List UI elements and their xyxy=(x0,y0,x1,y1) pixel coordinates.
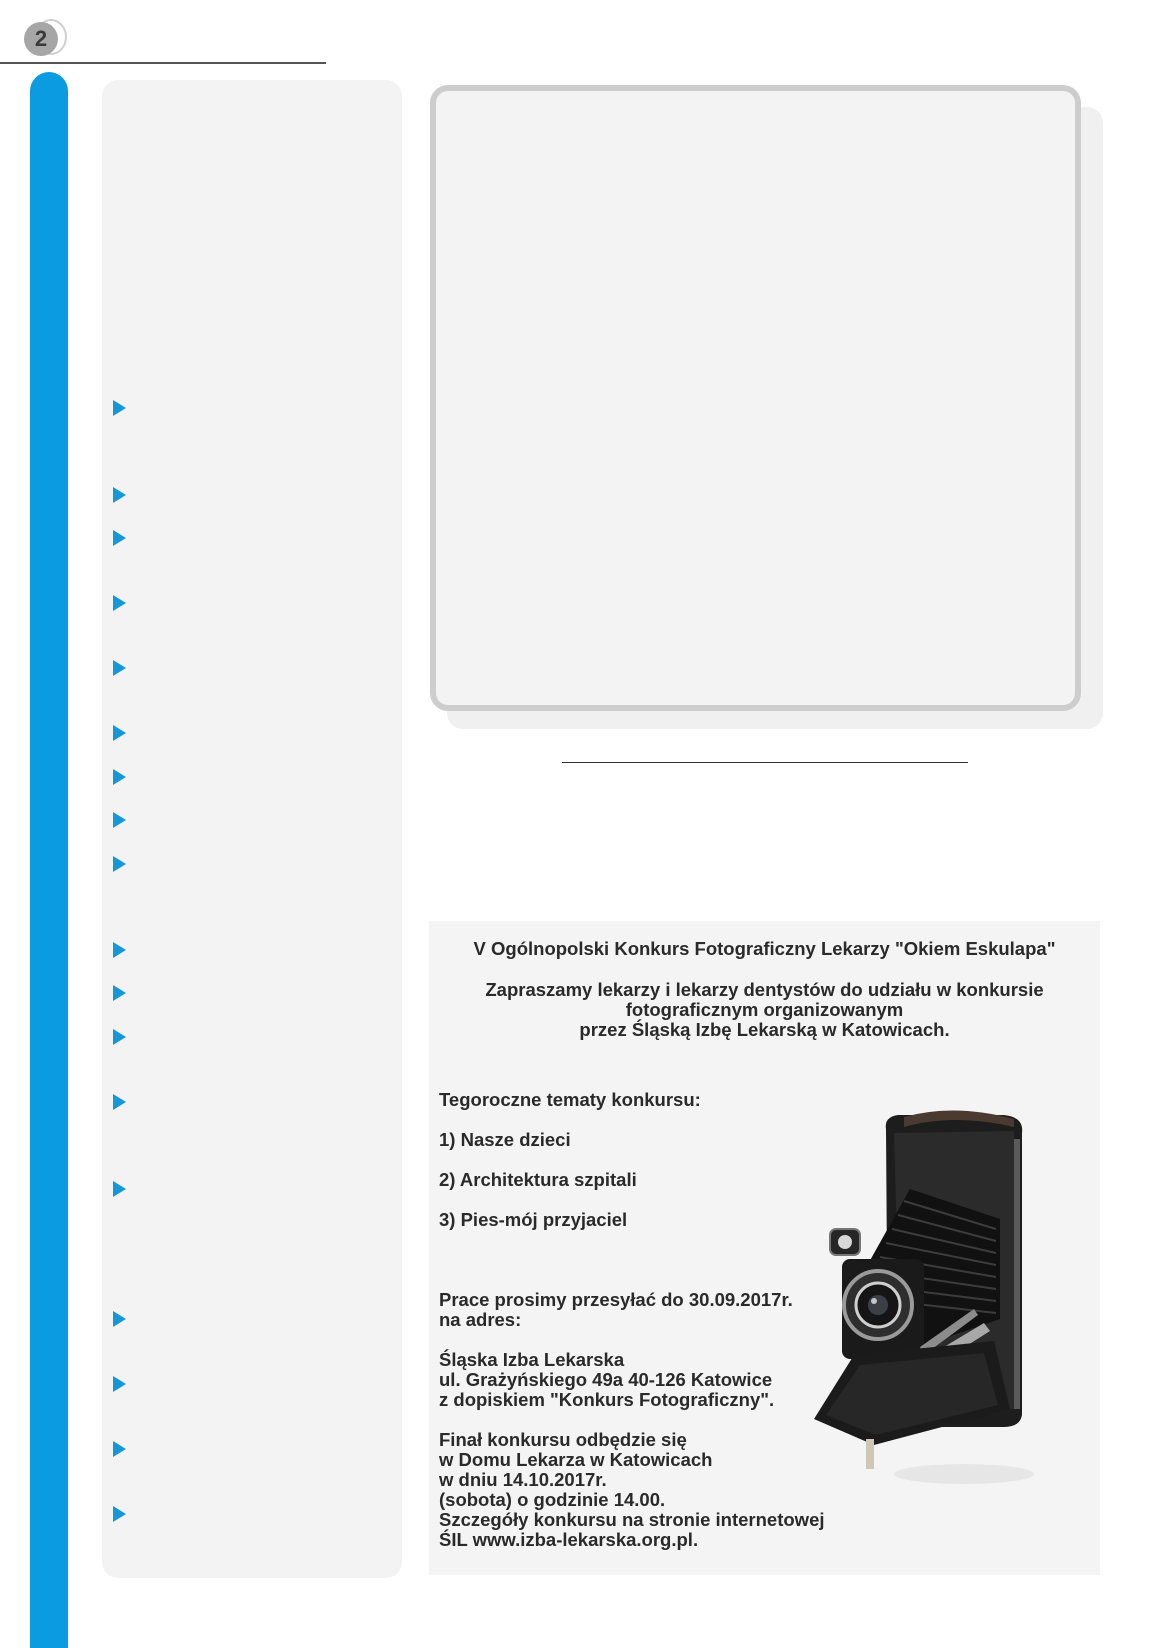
triangle-bullet-icon xyxy=(113,1441,126,1457)
page-number: 2 xyxy=(24,22,58,56)
caption-rule xyxy=(562,762,968,763)
triangle-bullet-icon xyxy=(113,1181,126,1197)
triangle-bullet-icon xyxy=(113,942,126,958)
invite-line: fotograficznym organizowanym xyxy=(625,999,904,1020)
topics-heading: Tegoroczne tematy konkursu: xyxy=(439,1089,701,1110)
triangle-bullet-icon xyxy=(113,769,126,785)
triangle-bullet-icon xyxy=(113,1311,126,1327)
sidebar-panel xyxy=(102,80,402,1578)
final-line: ŚIL www.izba-lekarska.org.pl. xyxy=(439,1529,699,1550)
final-line: (sobota) o godzinie 14.00. xyxy=(439,1489,666,1510)
triangle-bullet-icon xyxy=(113,530,126,546)
page-number-badge xyxy=(24,19,68,59)
final-line: w dniu 14.10.2017r. xyxy=(439,1469,607,1490)
triangle-bullet-icon xyxy=(113,812,126,828)
triangle-bullet-icon xyxy=(113,985,126,1001)
header-rule xyxy=(0,62,326,64)
submit-line: na adres: xyxy=(439,1309,522,1330)
folding-camera-image xyxy=(814,1109,1044,1489)
topic-item: 2) Architektura szpitali xyxy=(439,1169,637,1190)
final-line: Szczegóły konkursu na stronie internetowej xyxy=(439,1509,825,1530)
topic-item: 3) Pies-mój przyjaciel xyxy=(439,1209,628,1230)
topic-item: 1) Nasze dzieci xyxy=(439,1129,571,1150)
final-line: w Domu Lekarza w Katowicach xyxy=(439,1449,713,1470)
address-line: ul. Grażyńskiego 49a 40-126 Katowice xyxy=(439,1369,773,1390)
triangle-bullet-icon xyxy=(113,595,126,611)
triangle-bullet-icon xyxy=(113,487,126,503)
triangle-bullet-icon xyxy=(113,660,126,676)
address-line: z dopiskiem "Konkurs Fotograficzny". xyxy=(439,1389,775,1410)
photo-placeholder-frame xyxy=(430,85,1081,711)
left-accent-stripe xyxy=(30,72,68,1648)
triangle-bullet-icon xyxy=(113,1029,126,1045)
invite-line: przez Śląską Izbę Lekarską w Katowicach. xyxy=(579,1019,950,1040)
final-line: Finał konkursu odbędzie się xyxy=(439,1429,687,1450)
address-line: Śląska Izba Lekarska xyxy=(439,1349,625,1370)
submit-line: Prace prosimy przesyłać do 30.09.2017r. xyxy=(439,1289,793,1310)
triangle-bullet-icon xyxy=(113,856,126,872)
triangle-bullet-icon xyxy=(113,725,126,741)
triangle-bullet-icon xyxy=(113,1506,126,1522)
contest-title: V Ogólnopolski Konkurs Fotograficzny Lekarzy "Okiem Eskulapa" xyxy=(473,938,1056,959)
triangle-bullet-icon xyxy=(113,400,126,416)
invite-line: Zapraszamy lekarzy i lekarzy dentystów do udziału w konkursie xyxy=(485,979,1044,1000)
triangle-bullet-icon xyxy=(113,1094,126,1110)
triangle-bullet-icon xyxy=(113,1376,126,1392)
contest-announcement xyxy=(429,921,1100,1575)
